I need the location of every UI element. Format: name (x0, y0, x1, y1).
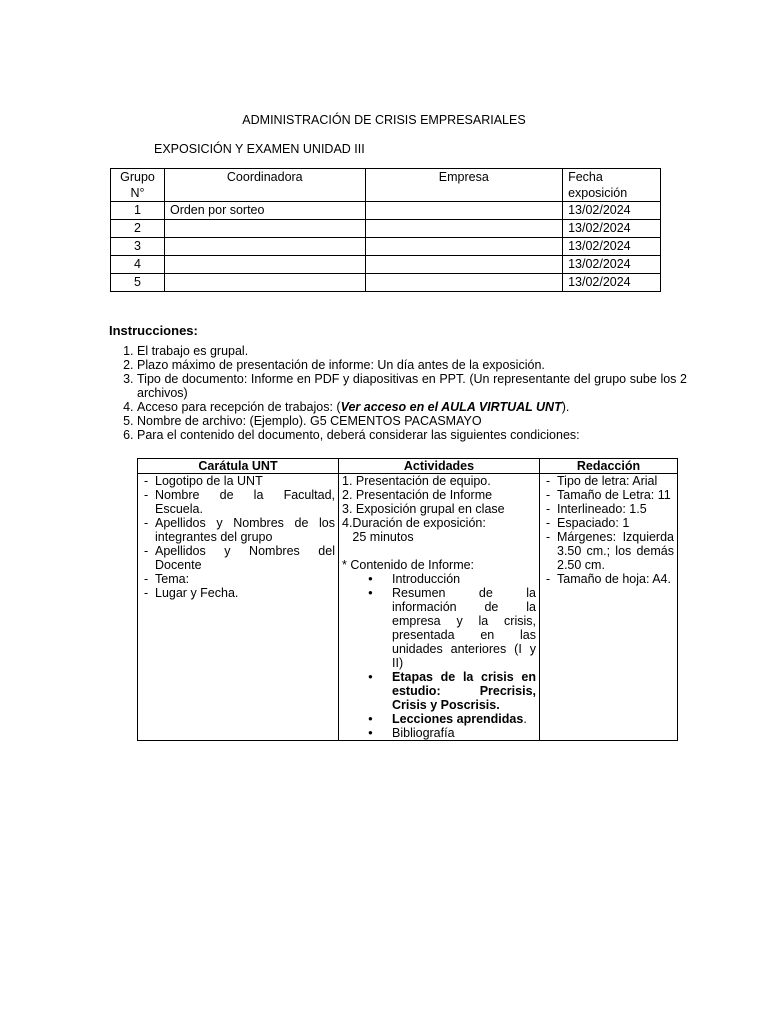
list-item: - Apellidos y Nombres de los integrantes del grupo (141, 516, 335, 544)
list-item: ● Introducción (342, 572, 536, 586)
cell-coordinadora (164, 256, 365, 274)
actividades-cell (339, 474, 540, 741)
table-row (111, 274, 661, 292)
header-empresa: Empresa (365, 169, 563, 202)
header-caratula: Carátula UNT (138, 459, 339, 474)
document-title: ADMINISTRACIÓN DE CRISIS EMPRESARIALES (242, 113, 526, 127)
instruction-item (137, 400, 687, 414)
list-item: - Márgenes: Izquierda 3.50 cm.; los demás 2.50 cm. (543, 530, 674, 572)
instruction-text: Tipo de documento: Informe en PDF y diapositivas en PPT. (Un representante del grupo sube los 2 archivos) (137, 372, 687, 400)
conditions-table (137, 458, 678, 741)
instruction-text: Acceso para recepción de trabajos: ( (137, 400, 341, 414)
list-item: - Nombre de la Facultad, Escuela. (141, 488, 335, 516)
list-item: ● Resumen de la información de la empresa y la crisis, presentada en las unidades anteriores (I y II) (342, 586, 536, 670)
cell-empresa (365, 220, 563, 238)
table-row (111, 238, 661, 256)
list-item: 25 minutos (342, 530, 414, 544)
document-subtitle: EXPOSICIÓN Y EXAMEN UNIDAD III (154, 142, 365, 156)
instruction-text: Plazo máximo de presentación de informe: Un día antes de la exposición. (137, 358, 545, 372)
list-item: 1. Presentación de equipo. (342, 474, 491, 488)
header-grupo: Grupo N° (111, 169, 165, 202)
instruction-item (137, 372, 687, 400)
instruction-text: Para el contenido del documento, deberá considerar las siguientes condiciones: (137, 428, 580, 442)
instruction-item (137, 358, 687, 372)
cell-fecha: 13/02/2024 (563, 220, 661, 238)
header-redaccion: Redacción (540, 459, 678, 474)
instruction-item (137, 428, 687, 442)
list-item: 4.Duración de exposición: (342, 516, 486, 530)
aula-virtual-reference: Ver acceso en el AULA VIRTUAL UNT (340, 400, 562, 414)
cell-coordinadora (164, 220, 365, 238)
instruction-text: ). (561, 400, 570, 414)
list-item: - Tema: (141, 572, 335, 586)
caratula-cell (138, 474, 339, 741)
list-item: - Tipo de letra: Arial (543, 474, 674, 488)
cell-grupo: 4 (111, 256, 165, 274)
instruction-item (137, 414, 687, 428)
cell-empresa (365, 238, 563, 256)
cell-fecha: 13/02/2024 (563, 238, 661, 256)
list-item: - Apellidos y Nombres del Docente (141, 544, 335, 572)
cell-coordinadora (164, 274, 365, 292)
cell-fecha: 13/02/2024 (563, 274, 661, 292)
instructions-list (110, 344, 687, 442)
contenido-heading: * Contenido de Informe: (342, 558, 475, 572)
cell-fecha: 13/02/2024 (563, 256, 661, 274)
table-row (111, 256, 661, 274)
cell-grupo: 3 (111, 238, 165, 256)
redaccion-cell (540, 474, 678, 741)
list-item: - Interlineado: 1.5 (543, 502, 674, 516)
cell-empresa (365, 256, 563, 274)
instruction-item (137, 344, 687, 358)
list-item: ● Bibliografía (342, 726, 536, 740)
list-item: - Lugar y Fecha. (141, 586, 335, 600)
list-item: - Espaciado: 1 (543, 516, 674, 530)
list-item: 3. Exposición grupal en clase (342, 502, 505, 516)
cell-fecha: 13/02/2024 (563, 202, 661, 220)
instruction-text: El trabajo es grupal. (137, 344, 249, 358)
groups-table (110, 168, 661, 292)
cell-grupo: 5 (111, 274, 165, 292)
header-fecha: Fecha exposición (563, 169, 661, 202)
table-header-row (138, 459, 678, 474)
list-item: - Logotipo de la UNT (141, 474, 335, 488)
header-coordinadora: Coordinadora (164, 169, 365, 202)
table-row (111, 220, 661, 238)
list-item: - Tamaño de hoja: A4. (543, 572, 674, 586)
caratula-list (141, 474, 335, 600)
table-row (138, 474, 678, 741)
header-actividades: Actividades (339, 459, 540, 474)
cell-empresa (365, 202, 563, 220)
list-item: ● Etapas de la crisis en estudio: Precrisis, Crisis y Poscrisis. (342, 670, 536, 712)
contenido-list (342, 572, 536, 740)
instruction-text: Nombre de archivo: (Ejemplo). G5 CEMENTOS PACASMAYO (137, 414, 482, 428)
list-item (342, 712, 536, 726)
cell-grupo: 1 (111, 202, 165, 220)
cell-grupo: 2 (111, 220, 165, 238)
cell-coordinadora: Orden por sorteo (164, 202, 365, 220)
lecciones-suffix: . (523, 712, 527, 726)
actividades-list (342, 474, 536, 544)
instructions-heading: Instrucciones: (109, 323, 198, 338)
table-header-row (111, 169, 661, 202)
lecciones-text: Lecciones aprendidas (392, 712, 524, 726)
list-item: 2. Presentación de Informe (342, 488, 493, 502)
cell-empresa (365, 274, 563, 292)
list-item: - Tamaño de Letra: 11 (543, 488, 674, 502)
cell-coordinadora (164, 238, 365, 256)
table-row (111, 202, 661, 220)
redaccion-list (543, 474, 674, 586)
